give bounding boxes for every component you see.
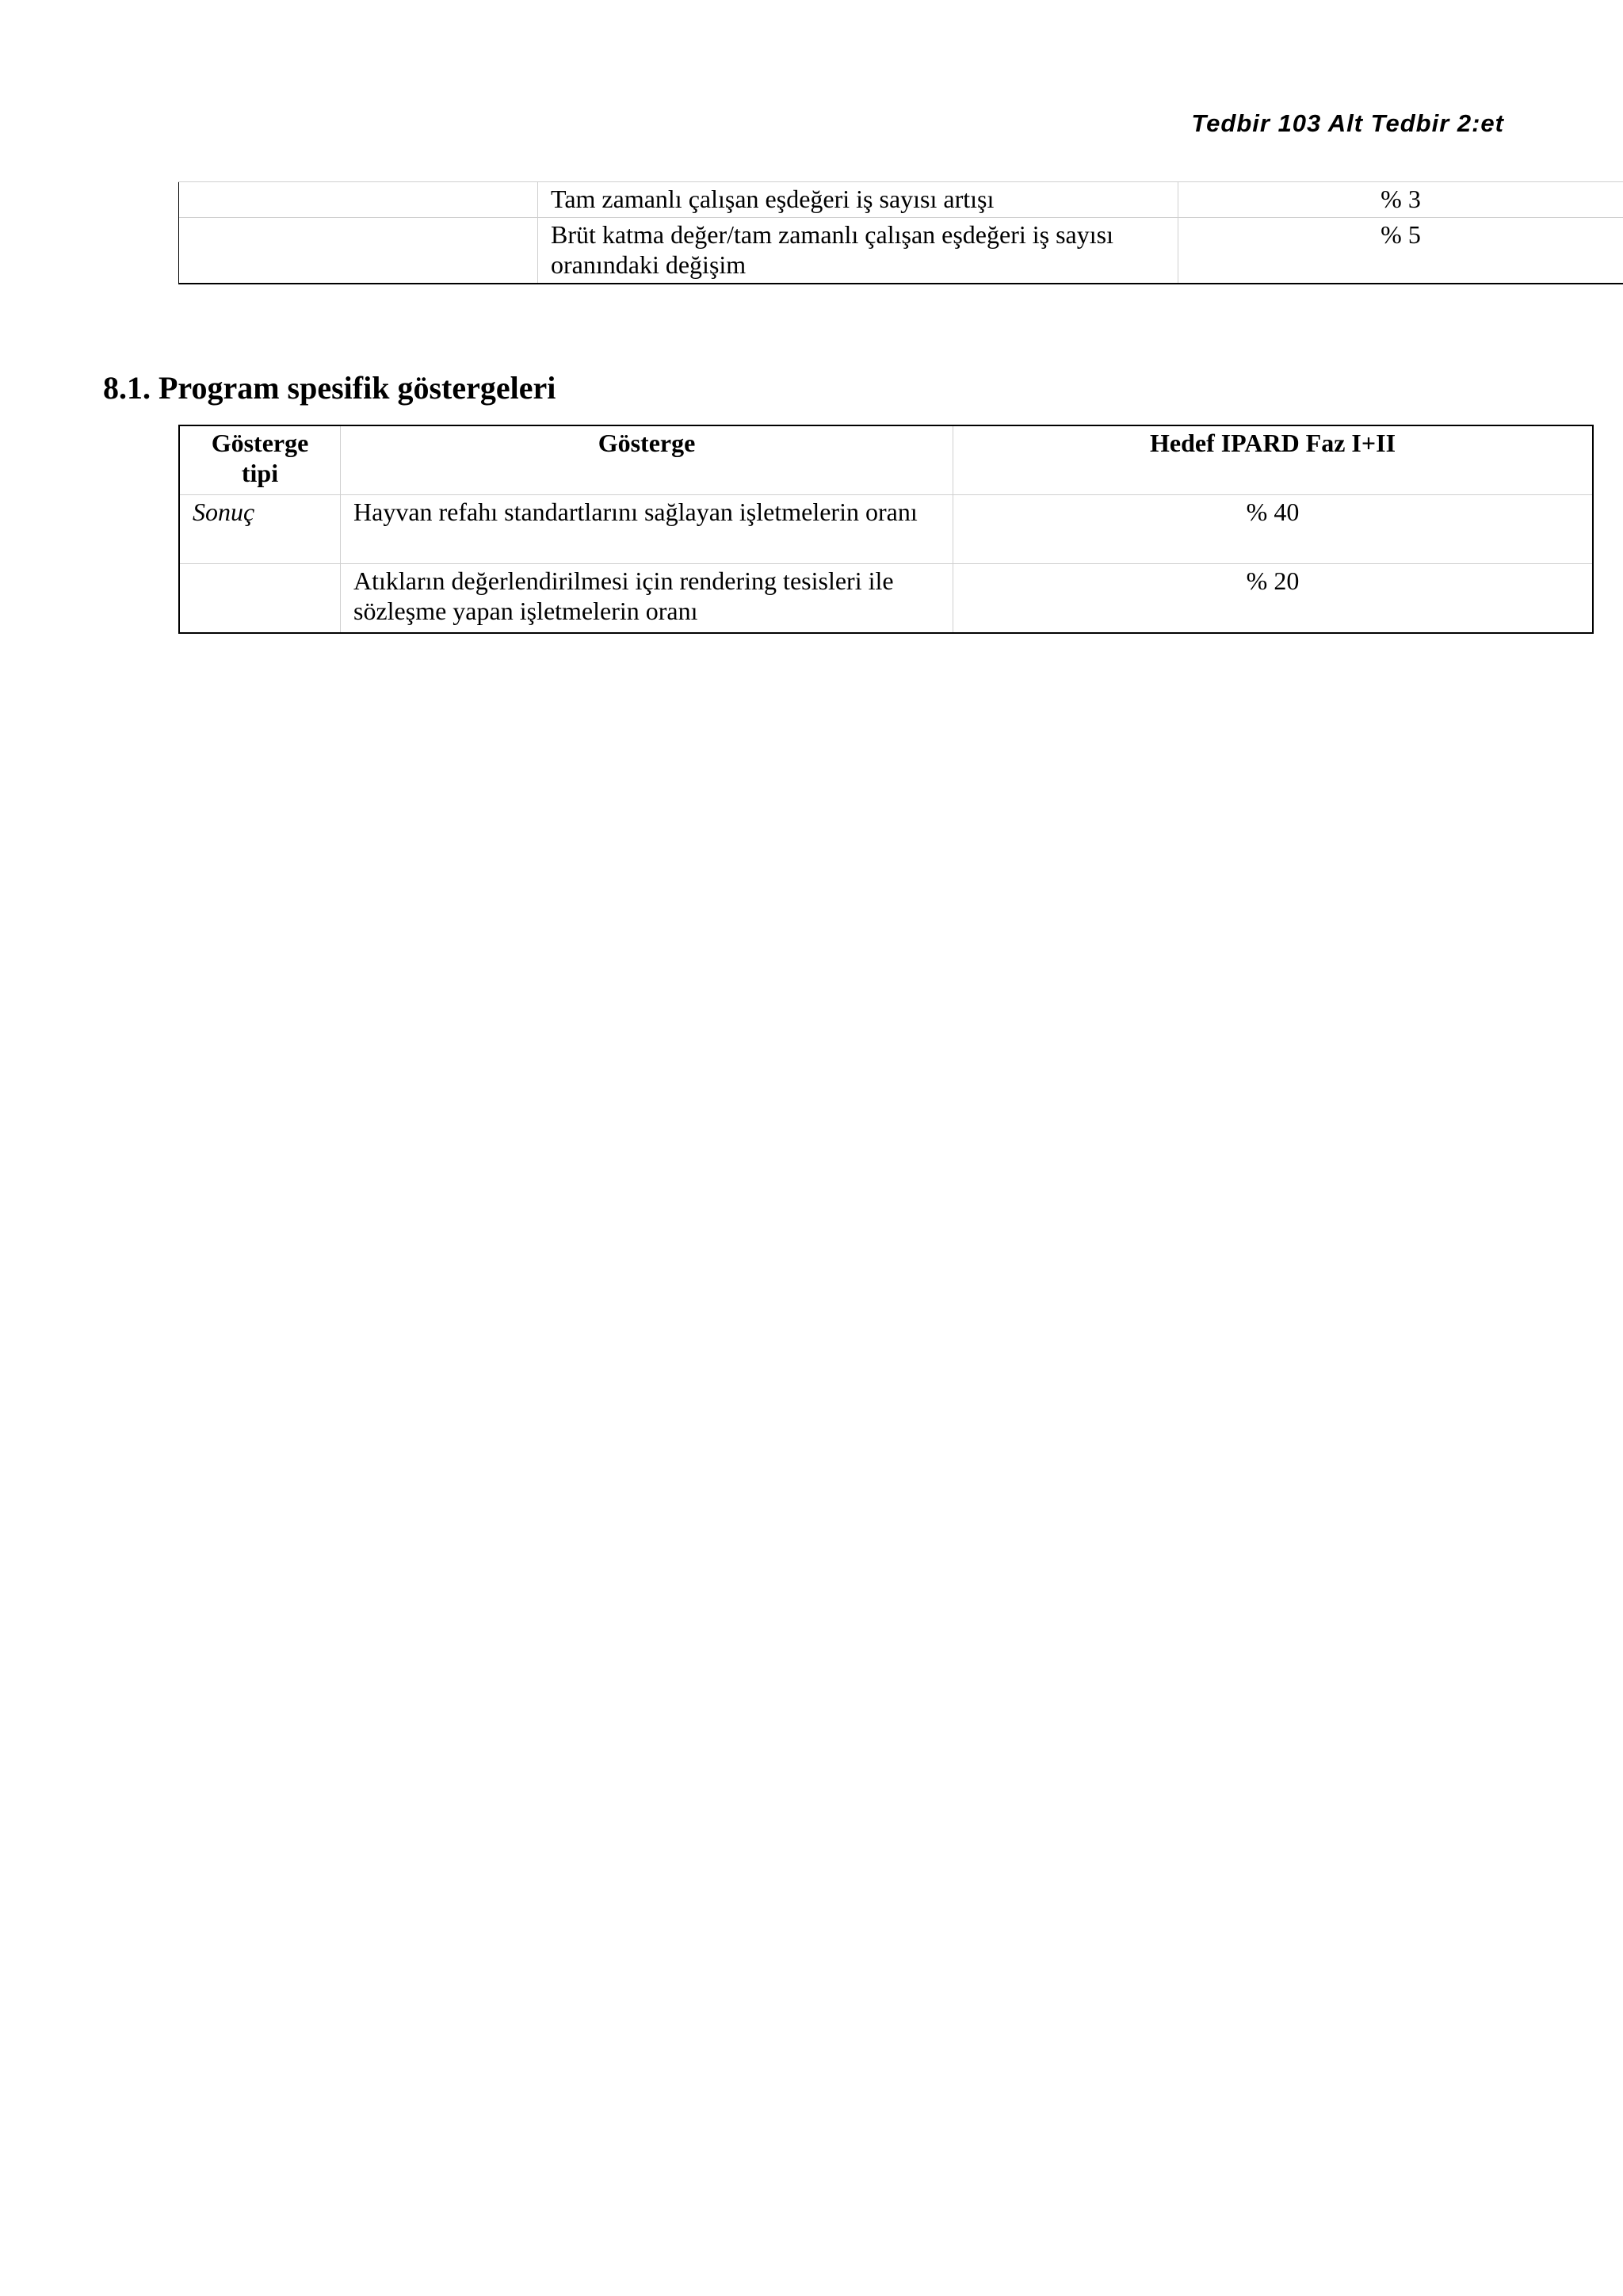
- column-header-indicator: Gösterge: [341, 425, 953, 495]
- target-cell: % 40: [953, 495, 1594, 564]
- indicator-cell: Atıkların değerlendirilmesi için rendering tesisleri ile sözleşme yapan işletmelerin oranı: [341, 564, 953, 634]
- indicator-cell: Tam zamanlı çalışan eşdeğeri iş sayısı artışı: [538, 182, 1178, 218]
- continuation-indicator-table: [178, 181, 1623, 284]
- indicator-type-cell: [179, 564, 341, 634]
- target-cell: % 20: [953, 564, 1594, 634]
- indicator-type-cell: [179, 182, 538, 218]
- section-heading: 8.1. Program spesifik göstergeleri: [103, 370, 556, 406]
- program-specific-indicator-table: [178, 425, 1594, 634]
- indicator-cell: Brüt katma değer/tam zamanlı çalışan eşdeğeri iş sayısı oranındaki değişim: [538, 218, 1178, 284]
- indicator-cell: Hayvan refahı standartlarını sağlayan işletmelerin oranı: [341, 495, 953, 564]
- column-header-indicator-type: Gösterge tipi: [179, 425, 341, 495]
- table-row: [179, 495, 1593, 564]
- target-cell: % 3: [1178, 182, 1623, 218]
- column-header-target: Hedef IPARD Faz I+II: [953, 425, 1594, 495]
- table-header-row: [179, 425, 1593, 495]
- table-row: [179, 218, 1623, 284]
- table-row: [179, 564, 1593, 634]
- table-row: [179, 182, 1623, 218]
- indicator-type-cell: [179, 218, 538, 284]
- indicator-type-cell: Sonuç: [179, 495, 341, 564]
- running-header: Tedbir 103 Alt Tedbir 2:et: [1191, 109, 1504, 137]
- target-cell: % 5: [1178, 218, 1623, 284]
